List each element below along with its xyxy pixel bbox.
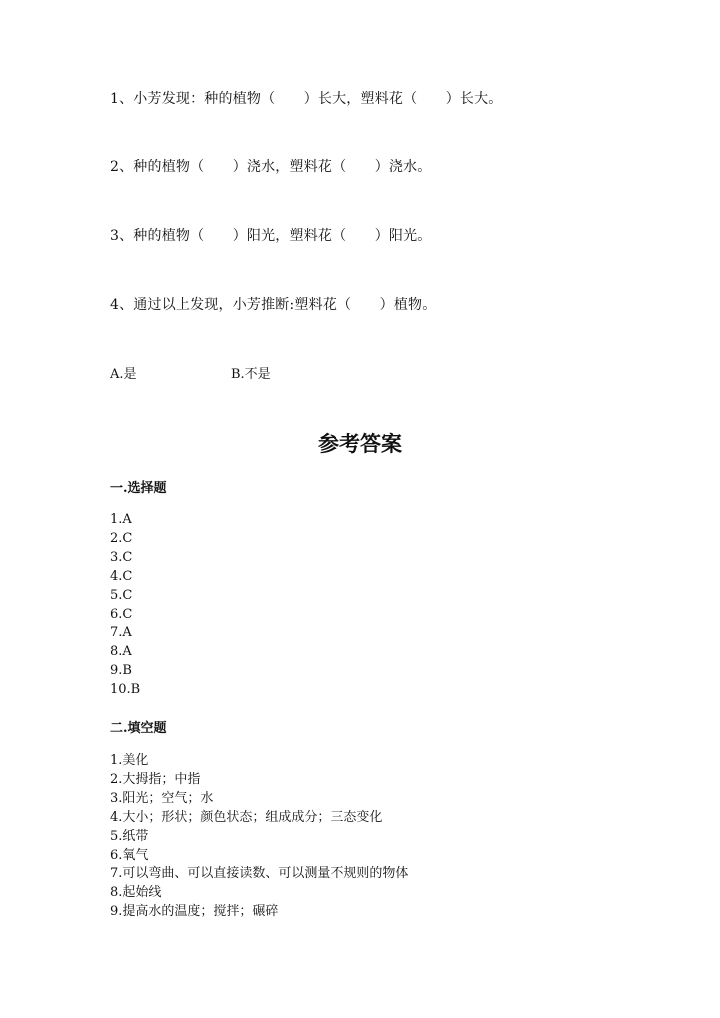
question-1: 1、小芳发现：种的植物（ ）长大，塑料花（ ）长大。 [110,91,503,107]
list-item: 3.C [110,549,133,565]
list-item: 8.A [110,644,132,660]
list-item: 4.大小；形状；颜色状态；组成成分；三态变化 [110,809,383,825]
list-item: 6.C [110,606,133,622]
list-item: 5.C [110,587,133,603]
section-heading-choice: 一.选择题 [110,481,167,496]
answer-title: 参考答案 [318,431,402,456]
list-item: 7.可以弯曲、可以直接读数、可以测量不规则的物体 [110,866,409,882]
option-a: A.是 [110,367,137,382]
choice-answer-list [110,511,140,700]
list-item: 1.美化 [110,753,149,768]
list-item: 7.A [110,625,132,641]
option-b: B.不是 [231,367,271,382]
list-item: 9.提高水的温度；搅拌；碾碎 [110,904,279,920]
list-item: 9.B [110,663,132,679]
list-item: 6.氧气 [110,847,149,863]
list-item: 1.A [110,512,132,527]
section-heading-fill: 二.填空题 [110,721,167,736]
fill-answer-list [110,752,408,922]
list-item: 4.C [110,568,133,584]
question-4: 4、通过以上发现，小芳推断:塑料花（ ）植物。 [110,297,437,313]
list-item: 5.纸带 [110,828,149,844]
list-item: 8.起始线 [110,885,162,901]
question-2: 2、种的植物（ ）浇水，塑料花（ ）浇水。 [110,159,432,175]
list-item: 3.阳光；空气；水 [110,790,214,806]
list-item: 10.B [110,682,141,698]
question-3: 3、种的植物（ ）阳光，塑料花（ ）阳光。 [110,228,432,244]
list-item: 2.C [110,530,133,546]
list-item: 2.大拇指；中指 [110,771,201,787]
